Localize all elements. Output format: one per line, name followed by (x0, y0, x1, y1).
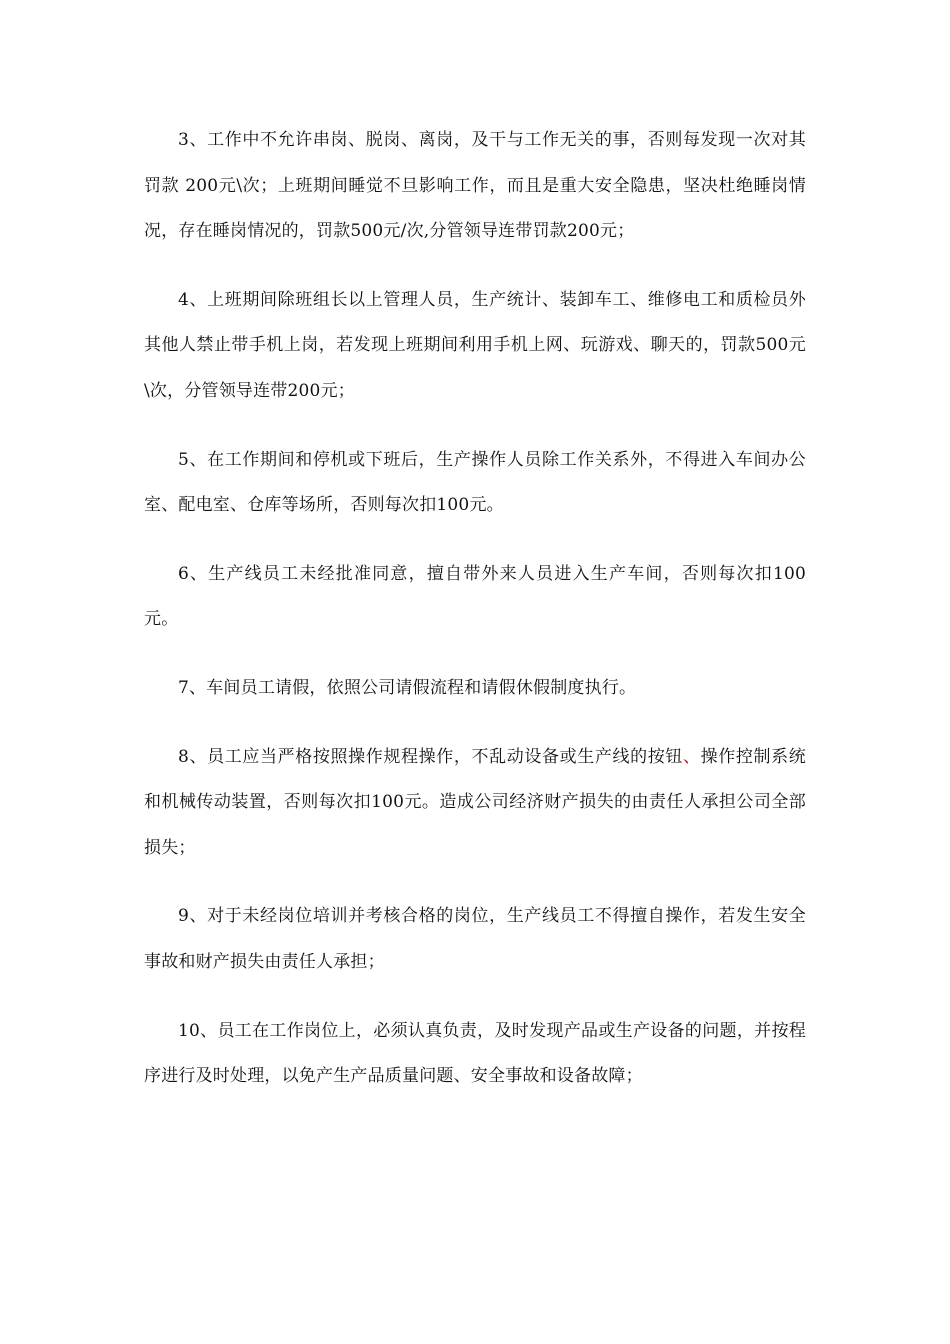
paragraph-3: 3、工作中不允许串岗、脱岗、离岗，及干与工作无关的事，否则每发现一次对其罚款 200元\次；上班期间睡觉不旦影响工作，而且是重大安全隐患，坚决杜绝睡岗情况，存在睡岗情况的，罚款500元/次,分管领导连带罚款200元； (144, 130, 806, 242)
paragraph-8 (144, 735, 806, 872)
paragraph-10: 10、员工在工作岗位上，必须认真负责，及时发现产品或生产设备的问题，并按程序进行及时处理，以免产生产品质量问题、安全事故和设备故障； (144, 1020, 806, 1087)
paragraph-8-before: 8、员工应当严格按照操作规程操作，不乱动设备或生产线的按钮 (178, 746, 684, 767)
paragraph-4: 4、上班期间除班组长以上管理人员，生产统计、装卸车工、维修电工和质检员外其他人禁止带手机上岗，若发现上班期间利用手机上网、玩游戏、聊天的，罚款500元\次，分管领导连带200元； (144, 289, 806, 401)
paragraph-8-after: 操作控制系统和机械传动装置，否则每次扣100元。造成公司经济财产损失的由责任人承担公司全部损失； (144, 746, 807, 858)
paragraph-7: 7、车间员工请假，依照公司请假流程和请假休假制度执行。 (178, 677, 637, 698)
paragraph-8-accent-mark: 、 (683, 746, 701, 767)
document-body (144, 118, 806, 1123)
paragraph-9: 9、对于未经岗位培训并考核合格的岗位，生产线员工不得擅自操作，若发生安全事故和财产损失由责任人承担； (144, 906, 806, 972)
paragraph-5: 5、在工作期间和停机或下班后，生产操作人员除工作关系外，不得进入车间办公室、配电室、仓库等场所，否则每次扣100元。 (144, 449, 806, 516)
paragraph-6: 6、生产线员工未经批准同意，擅自带外来人员进入生产车间，否则每次扣100元。 (144, 563, 806, 630)
